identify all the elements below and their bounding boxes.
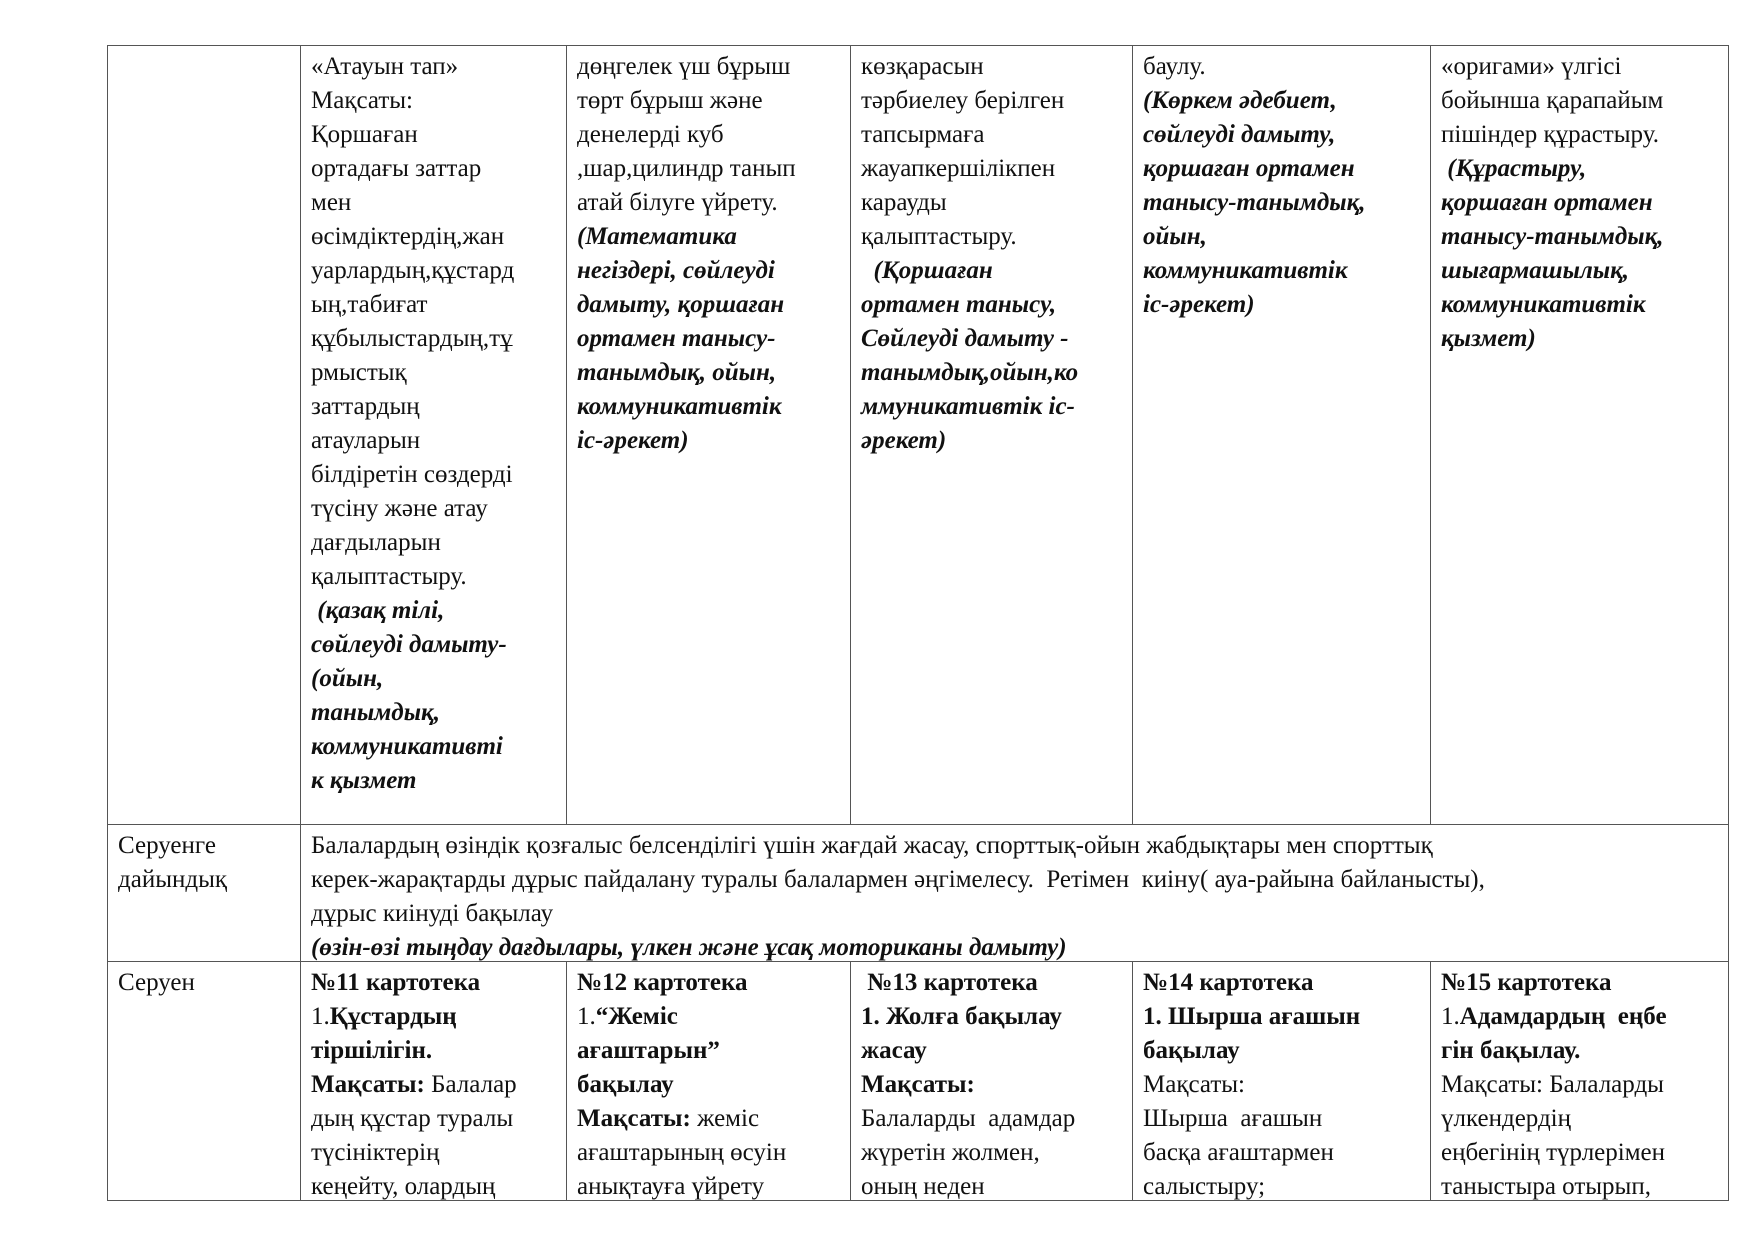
row3-col2-goal-first-text: жеміс bbox=[690, 1105, 760, 1132]
row2-content-cell bbox=[301, 825, 1729, 962]
row1-col3-text-line: жауапкершілікпен bbox=[861, 155, 1056, 182]
row2-text-line: керек-жарақтарды дұрыс пайдалану туралы балалармен әңгімелесу. Ретімен киіну( ауа-райына байланысты), bbox=[311, 866, 1485, 893]
row2-text-line: дұрыс киінуді бақылау bbox=[311, 900, 554, 927]
row3-col1-goal bbox=[311, 1102, 556, 1201]
row3-col1-cell bbox=[301, 962, 567, 1201]
row3-col5-num: 1. bbox=[1441, 1003, 1460, 1030]
row3-col1-goal-line: түсініктерің bbox=[311, 1139, 440, 1166]
row3-col5-title-first bbox=[1441, 1000, 1718, 1034]
row1-col3-italic-line: Сөйлеуді дамыту - bbox=[861, 325, 1069, 352]
row1-col4-italic bbox=[1143, 84, 1420, 322]
row3-col2-goal-label: Мақсаты: bbox=[577, 1105, 691, 1132]
row1-col2-italic-line: (Математика bbox=[577, 223, 737, 250]
row1-col1-text-line: уарлардың,құстард bbox=[311, 257, 515, 284]
row1-col2-cell bbox=[567, 46, 851, 825]
row1-col3-text-line: қалыптастыру. bbox=[861, 223, 1017, 250]
row3-col4-goal-line: басқа ағаштармен bbox=[1143, 1139, 1334, 1166]
row3-col1-num: 1. bbox=[311, 1003, 330, 1030]
row2-label bbox=[118, 829, 290, 897]
row3-col3-title-line: жасау bbox=[861, 1037, 927, 1064]
row3-col4-goal-line: Шырша ағашын bbox=[1143, 1105, 1323, 1132]
row3-col4-goal-line: Мақсаты: bbox=[1143, 1071, 1245, 1098]
row1-col4-italic-line: сөйлеуді дамыту, bbox=[1143, 121, 1336, 148]
row1-col1-text-line: заттардың bbox=[311, 393, 420, 420]
plan-table bbox=[107, 45, 1729, 1201]
row1-col2-text-line: дөңгелек үш бұрыш bbox=[577, 53, 791, 80]
row1-col1-cell bbox=[301, 46, 567, 825]
row2-text bbox=[311, 829, 1718, 931]
row1-col3-text bbox=[861, 50, 1122, 254]
row1-col2-italic-line: коммуникативтік bbox=[577, 393, 782, 420]
row3-col5-goal-line: үлкендердің bbox=[1441, 1105, 1572, 1132]
row3-col3-goal-line: оның неден bbox=[861, 1173, 985, 1200]
row3-col4-goal-line: салыстыру; bbox=[1143, 1173, 1266, 1200]
row3-col3-title bbox=[861, 1000, 1122, 1068]
row1-col1-text-line: дағдыларын bbox=[311, 529, 441, 556]
row3-col5-goal-line: Мақсаты: Балаларды bbox=[1441, 1071, 1664, 1098]
row3-col4-heading: №14 картотека bbox=[1143, 969, 1314, 996]
row3-col2-title-1: ағаштарын” bbox=[577, 1037, 720, 1064]
row1-col5-italic-line: (Құрастыру, bbox=[1441, 155, 1587, 182]
row1-col4-text-line: баулу. bbox=[1143, 53, 1206, 80]
row3-col4-cell bbox=[1133, 962, 1431, 1201]
row3-col4-title bbox=[1143, 1000, 1420, 1068]
row1-col4-italic-line: ойын, bbox=[1143, 223, 1207, 250]
row1-col1-text-line: ың,табиғат bbox=[311, 291, 428, 318]
row3-col1-goal-first-text: Балалар bbox=[424, 1071, 517, 1098]
row3-col5-title-0: Адамдардың еңбе bbox=[1459, 1003, 1667, 1030]
row1-col1-italic-line: (қазақ тілі, bbox=[311, 597, 445, 624]
row1-col1-italic-line: коммуникативті bbox=[311, 733, 503, 760]
row1-col5-italic-line: танысу-танымдық, bbox=[1441, 223, 1664, 250]
row1-col3-text-line: көзқарасын bbox=[861, 53, 984, 80]
row1-col1-text-line: «Атауын тап» bbox=[311, 53, 459, 80]
row1-col1-italic-line: к қызмет bbox=[311, 767, 417, 794]
row2-text-line: Балалардың өзіндік қозғалыс белсенділігі үшін жағдай жасау, спорттық-ойын жабдықтары мен спорттық bbox=[311, 832, 1433, 859]
row1-col3-italic-line: (Қоршаған bbox=[861, 257, 993, 284]
row3-col3-goal-label: Мақсаты: bbox=[861, 1071, 975, 1098]
row1-col4-italic-line: қоршаған ортамен bbox=[1143, 155, 1355, 182]
row1-col1-text-line: Қоршаған bbox=[311, 121, 418, 148]
row1-col2-text-line: денелерді куб bbox=[577, 121, 724, 148]
row3-label-cell bbox=[108, 962, 301, 1201]
row1-col4-text bbox=[1143, 50, 1420, 84]
row1-col1-text-line: рмыстық bbox=[311, 359, 407, 386]
row3-col4-title-line: 1. Шырша ағашын bbox=[1143, 1003, 1361, 1030]
row1-col1-text-line: мен bbox=[311, 189, 352, 216]
row3-label: Серуен bbox=[118, 969, 195, 996]
row1-col5-text bbox=[1441, 50, 1718, 152]
row1-col2-text bbox=[577, 50, 840, 220]
row1-label-cell bbox=[108, 46, 301, 825]
row3-col3-goal-line: Балаларды адамдар bbox=[861, 1105, 1076, 1132]
row3-col2-goal bbox=[577, 1136, 840, 1201]
row1-col1-text-line: түсіну және атау bbox=[311, 495, 488, 522]
row1-col2-italic-line: дамыту, қоршаған bbox=[577, 291, 785, 318]
row1-col3-italic-line: ммуникативтік іс- bbox=[861, 393, 1075, 420]
row3-col1-title-1: тіршілігін. bbox=[311, 1037, 433, 1064]
row1-col3-italic-line: әрекет) bbox=[861, 427, 947, 454]
row3-col1-goal-label: Мақсаты: bbox=[311, 1071, 425, 1098]
row3-col2-title-0: “Жеміс bbox=[595, 1003, 678, 1030]
row1-col3-italic-line: ортамен танысу, bbox=[861, 291, 1057, 318]
row3-col5-heading: №15 картотека bbox=[1441, 969, 1612, 996]
row1-col1-text-line: Мақсаты: bbox=[311, 87, 413, 114]
row3-col2-goal-line: ағаштарының өсуін bbox=[577, 1139, 787, 1166]
row2-label-line: Серуенге bbox=[118, 832, 216, 859]
row1-col5-italic-line: қоршаған ортамен bbox=[1441, 189, 1653, 216]
row3-col5-cell bbox=[1431, 962, 1729, 1201]
row3-col1-goal-first bbox=[311, 1068, 556, 1102]
row3-col5-goal-line: таныстыра отырып, bbox=[1441, 1173, 1651, 1200]
row3-col3-title-line: 1. Жолға бақылау bbox=[861, 1003, 1062, 1030]
row1-col5-cell bbox=[1431, 46, 1729, 825]
row1-col3-cell bbox=[851, 46, 1133, 825]
row1-col5-text-line: «оригами» үлгісі bbox=[1441, 53, 1622, 80]
row1-col3-text-line: тәрбиелеу берілген bbox=[861, 87, 1065, 114]
row1-col2-italic-line: танымдық, ойын, bbox=[577, 359, 777, 386]
row1-col1-italic-line: танымдық, bbox=[311, 699, 440, 726]
row3-col1-heading: №11 картотека bbox=[311, 969, 481, 996]
row1-col1-text-line: атауларын bbox=[311, 427, 421, 454]
row3-col2-cell bbox=[567, 962, 851, 1201]
row1-col5-italic bbox=[1441, 152, 1718, 356]
row3-col3-heading: №13 картотека bbox=[861, 969, 1038, 996]
row3-col1-goal-line: кеңейту, олардың bbox=[311, 1173, 496, 1200]
row1-col5-text-line: бойынша қарапайым bbox=[1441, 87, 1664, 114]
row1-col1-italic-line: сөйлеуді дамыту- bbox=[311, 631, 507, 658]
row1-col5-italic-line: қызмет) bbox=[1441, 325, 1536, 352]
row1-col3-text-line: тапсырмаға bbox=[861, 121, 985, 148]
row3-col5-title-1: гін бақылау. bbox=[1441, 1037, 1581, 1064]
row3-col2-goal-line: анықтауға үйрету bbox=[577, 1173, 765, 1200]
row1-col1-text bbox=[311, 50, 556, 594]
row1-col2-text-line: ,шар,цилиндр танып bbox=[577, 155, 796, 182]
row3-col5-goal-line: еңбегінің түрлерімен bbox=[1441, 1139, 1666, 1166]
row2-italic: (өзін-өзі тыңдау дағдылары, үлкен және ұсақ моториканы дамыту) bbox=[311, 934, 1067, 961]
row1-col1-text-line: өсімдіктердің,жан bbox=[311, 223, 505, 250]
row3-col2-goal-first bbox=[577, 1102, 840, 1136]
row1-col5-text-line: пішіндер құрастыру. bbox=[1441, 121, 1659, 148]
row1-col5-italic-line: коммуникативтік bbox=[1441, 291, 1646, 318]
row1-col1-text-line: қалыптастыру. bbox=[311, 563, 467, 590]
row3-col4-title-line: бақылау bbox=[1143, 1037, 1240, 1064]
row3-col1-goal-line: дың құстар туралы bbox=[311, 1105, 514, 1132]
row3-col5-goal bbox=[1441, 1068, 1718, 1201]
row1-col3-italic-line: танымдық,ойын,ко bbox=[861, 359, 1079, 386]
row3-col4-goal bbox=[1143, 1068, 1420, 1201]
row1-col2-italic-line: ортамен танысу- bbox=[577, 325, 776, 352]
row2-label-cell bbox=[108, 825, 301, 962]
row1-col2-italic-line: іс-әрекет) bbox=[577, 427, 689, 454]
row1-col4-cell bbox=[1133, 46, 1431, 825]
row1-col2-text-line: төрт бұрыш және bbox=[577, 87, 763, 114]
row3-col2-title-first bbox=[577, 1000, 840, 1034]
row1-col2-italic-line: негіздері, сөйлеуді bbox=[577, 257, 775, 284]
row2-label-line: дайындық bbox=[118, 866, 228, 893]
row1-col1-text-line: құбылыстардың,тұ bbox=[311, 325, 513, 352]
row1-col4-italic-line: іс-әрекет) bbox=[1143, 291, 1255, 318]
row1-col3-text-line: карауды bbox=[861, 189, 947, 216]
row1-col1-text-line: білдіретін сөздерді bbox=[311, 461, 513, 488]
row1-col2-italic bbox=[577, 220, 840, 458]
row1-col2-text-line: атай білуге үйрету. bbox=[577, 189, 778, 216]
row1-col1-text-line: ортадағы заттар bbox=[311, 155, 482, 182]
row1-col4-italic-line: танысу-танымдық, bbox=[1143, 189, 1366, 216]
row3-col2-heading: №12 картотека bbox=[577, 969, 748, 996]
row1-col1-italic-line: (ойын, bbox=[311, 665, 384, 692]
row3-col2-num: 1. bbox=[577, 1003, 596, 1030]
row3-col3-goal bbox=[861, 1102, 1122, 1201]
row3-col3-goal-line: жүретін жолмен, bbox=[861, 1139, 1040, 1166]
row1-col3-italic bbox=[861, 254, 1122, 458]
row1-col1-italic bbox=[311, 594, 556, 798]
row1-col4-italic-line: (Көркем әдебиет, bbox=[1143, 87, 1337, 114]
row3-col1-title-first bbox=[311, 1000, 556, 1034]
row3-col3-cell bbox=[851, 962, 1133, 1201]
row1-col5-italic-line: шығармашылық, bbox=[1441, 257, 1630, 284]
row3-col1-title-0: Құстардың bbox=[329, 1003, 457, 1030]
row1-col4-italic-line: коммуникативтік bbox=[1143, 257, 1348, 284]
row3-col2-title-2: бақылау bbox=[577, 1071, 674, 1098]
